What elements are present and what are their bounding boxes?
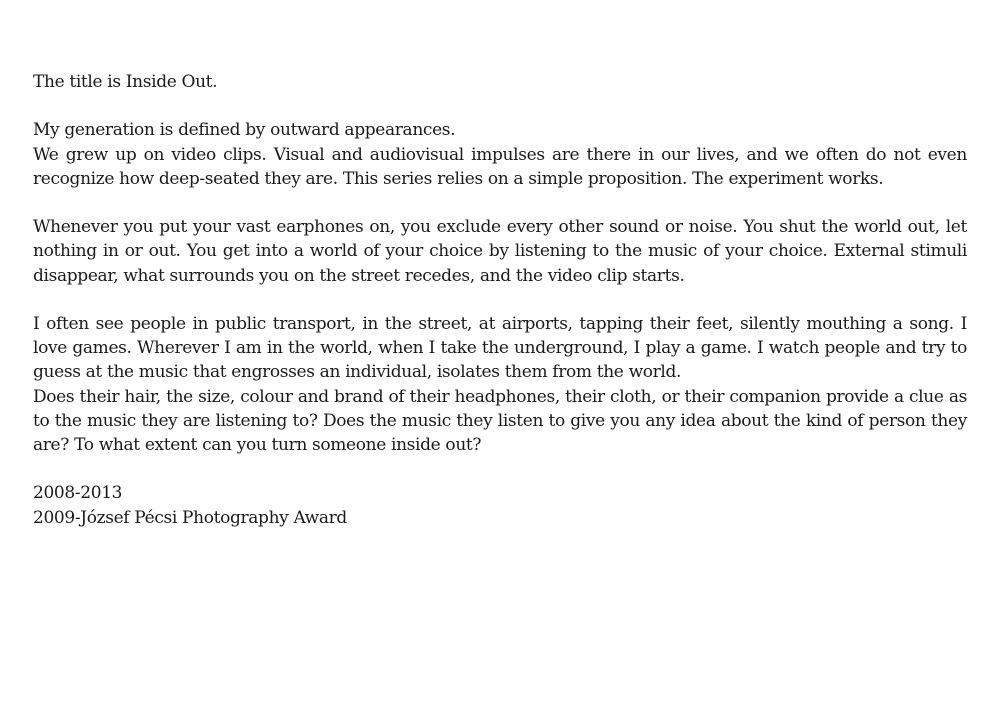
footer-paragraph (33, 481, 967, 529)
intro-line-2: We grew up on video clips. Visual and audiovisual impulses are there in our lives, and we often do not even recognize how deep-seated they are. This series relies on a simple proposition. The experiment works. (33, 144, 967, 189)
games-paragraph-part-1: I often see people in public transport, in the street, at airports, tapping their feet, silently mouthing a song. I love games. Wherever I am in the world, when I take the underground, I play a game. I watch people and try to guess at the music that engrosses an individual, isolates them from the world. (33, 313, 967, 383)
award-line: 2009-József Pécsi Photography Award (33, 507, 347, 528)
title-line: The title is Inside Out. (33, 72, 218, 92)
years-line: 2008-2013 (33, 483, 123, 504)
games-paragraph-part-2: Does their hair, the size, colour and brand of their headphones, their cloth, or their companion provide a clue as to the music they are listening to? Does the music they listen to give you any idea about the kind of person they are? To what extent can you turn someone inside out? (33, 386, 967, 455)
earphones-paragraph: Whenever you put your vast earphones on, you exclude every other sound or noise. You shut the world out, let nothing in or out. You get into a world of your choice by listening to the music of your choice. External stimuli disappear, what surrounds you on the street recedes, and the video clip starts. (33, 217, 967, 286)
games-paragraph (33, 312, 967, 457)
title-paragraph (33, 70, 967, 94)
intro-paragraph (33, 118, 967, 191)
intro-line-1: My generation is defined by outward appearances. (33, 120, 456, 141)
document-page (33, 70, 967, 554)
